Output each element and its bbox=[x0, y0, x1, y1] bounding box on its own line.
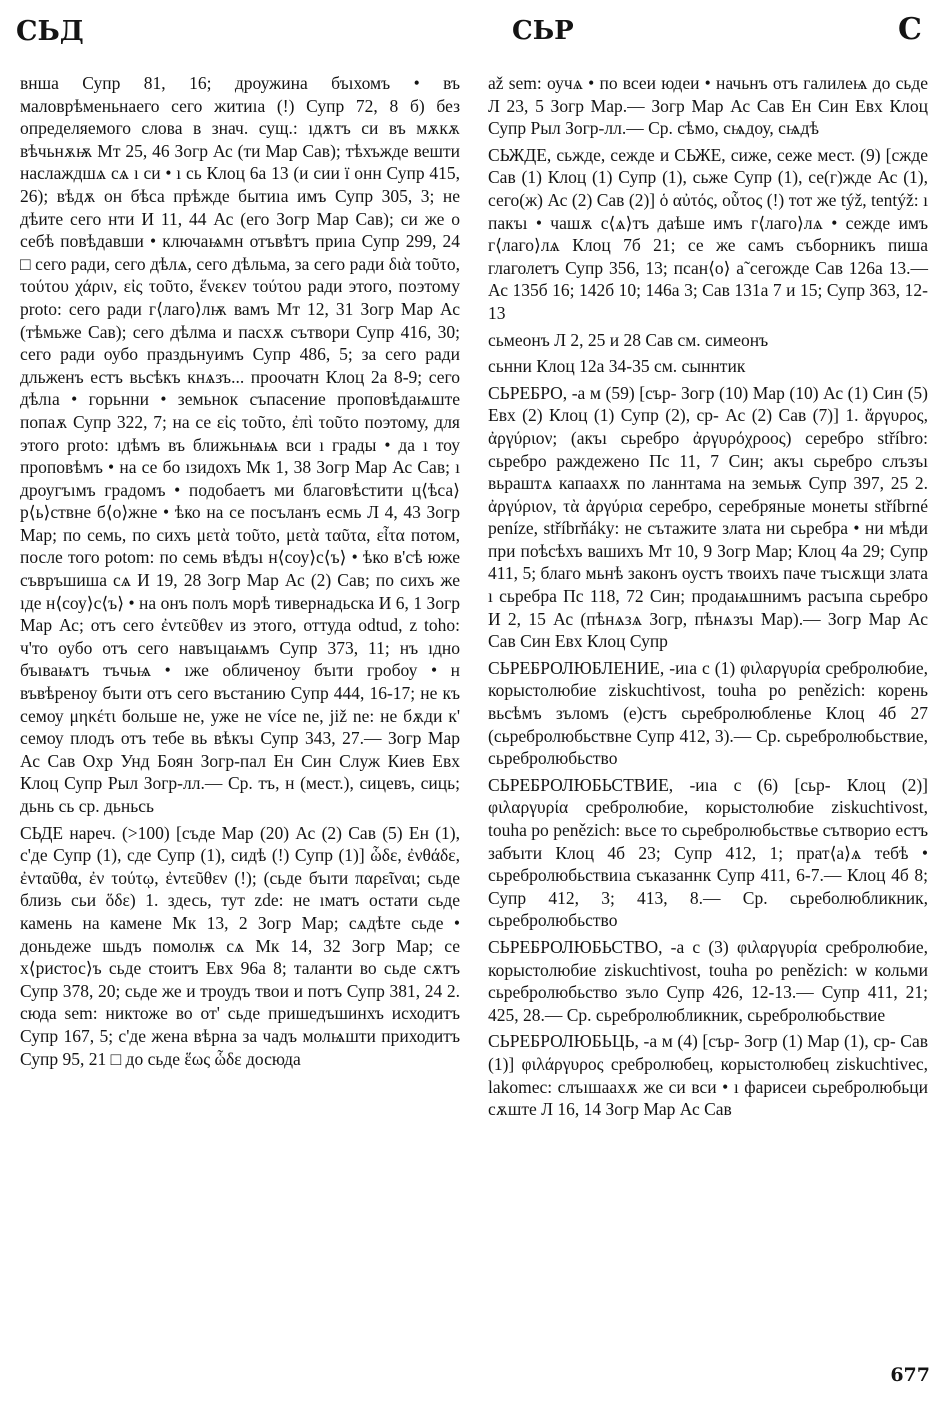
entry-text: внша Супр 81, 16; дроужина бъıхомъ • въ маловрѣменьнаего сего житиıа (!) Супр 72, 8 б) без определяемого слова в знач. сущ.: ıдѫтъ си въ мѫкѫ вѣчьнѫѭ Мт 25, 46 Зогр Ас (ти Мар Сав); тѣхъжде вешти наслаждшѧ сѧ ı си • ı сь Клоц 6а 13 (и сии ї онн Супр 415, 26); вѣдѫ он бѣса прѣжде бытиıа имъ Супр 305, 3; не дѣите сего нти И 11, 44 Ас (его Зогр Мар Сав); си же о себѣ повѣдавши • ключаѩмн отъвѣтъ приıа Супр 299, 24 □ сего ради, сего дѣлѧ, сего дѣльма, за сего ради διὰ τοῦτο, τούτου χάριν, εἰς τοῦτο, ἕνεκεν τούτου ради этого, поэтому proto: сего ради г⟨лаго⟩лѭ вамъ Мт 12, 31 Зогр Мар Ас (тѣмьже Сав); сего дѣлма и пасхѫ сътвори Супр 416, 30; сего ради оубо праздьнуимъ Супр 486, 5; за сего ради дльженъ естъ вьсѣкъ кнѧзъ... проочатн Клоц 2а 8-9; сего дѣлıа • горьнни • земьнок съпасение проповѣдаѩште попаѫ Супр 322, 7; на се εἰς τοῦτο, ἐπὶ τοῦτο поэтому, для этого proto: ıдѣмъ въ ближьнѩѩ вси ı грады • да ı тоу проповѣмъ • на се бо ıзидохъ Мк 1, 38 Зогр Мар Ас Сав; ı дроугъıмъ градомъ • подобаетъ ми благовѣстити ц⟨ѣса⟩р⟨ь⟩ствне б⟨о⟩жне • ѣко на се посъланъ есмь Л 4, 43 Зогр Мар; по семь, по сихъ μετὰ τοῦτο, μετὰ ταῦτα, εἶτα потом, после того potom: по семь вѣдъı н⟨соу⟩с⟨ъ⟩ • ѣко в'сѣ юже съвръшиша сѧ И 19, 28 Зогр Мар Ас (2) Сав; по сихъ же ıде н⟨соу⟩с⟨ъ⟩ • на онъ полъ морѣ тивернадьска И 6, 1 Зогр Мар Ас; отъ сего ἐντεῦθεν из этого, оттуда odtud, z toho: ч'то оубо отъ сего навъıцаѩмъ Супр 373, 11; нъ ıдно бъıваѩтъ тъчьѩ • ıже обличеноу бъıти гробоу • н въвѣреноу бъıти отъ сего въстанию Супр 444, 16-17; не къ семоу μηκέτι больше не, уже не více ne, již ne: не бѫди к' семоу плодъ отъ тебе вь вѣкъı Супр 343, 27.— Зогр Мар Ас Сав Охр Унд Боян Зогр-пал Ен Син Служ Киев Евх Клоц Супр Рыл Зогр-лл.— Ср. тъ, н (мест.), сицевъ, сиць; дьнь сь ср. дьньсь bbox=[20, 73, 460, 816]
entry-text: сьнни Клоц 12а 34-35 см. сыннтик bbox=[488, 356, 746, 377]
running-head-left: СЬД bbox=[16, 16, 84, 47]
page-number: 677 bbox=[890, 1364, 930, 1386]
entry-text: СЬРЕБРОЛЮБЬСТВИЕ, -иıа с (6) [сьр- Клоц (2)] φιλαργυρία сребролюбие, корыстолюбие ziskuchtivost, touha po penězich: вьсе то сьребролюбьствье сътворио естъ забъıти Клоц 4б 23; Супр 412, 1; прат⟨а⟩ѧ тебѣ • сьребролюбьствиıа съказаннк Супр 411, 6-7.— Клоц 4б 8; Супр 412, 3; 413, 8.— Ср. сьреболюбликник, сьребролюбьство bbox=[488, 774, 928, 931]
entry-text: až sem: оучѧ • по всеи юдеи • начьнъ отъ галилеѩ до сьде Л 23, 5 Зогр Мар.— Зогр Мар Ас Сав Ен Син Евх Клоц Супр Рыл Зогр-лл.— Ср. сѣмо, сѩдоу, сѩдѣ bbox=[488, 73, 928, 139]
right-column bbox=[488, 72, 928, 1125]
entry-text: СЬРЕБРОЛЮБЬЦЬ, -а м (4) [сър- Зогр (1) Мар (1), ср- Сав (1)] φιλάργυρος сребролюбец, корыстолюбец ziskuchtivec, lakomec: слъıшаахѫ же си вси • ı фарисеи сьребролюбьци сѫште Л 16, 14 Зогр Мар Ас Сав bbox=[488, 1031, 928, 1120]
left-column bbox=[20, 72, 460, 1074]
entry-text: сьмеонъ Л 2, 25 и 28 Сав см. симеонъ bbox=[488, 329, 769, 350]
section-letter: С bbox=[898, 12, 922, 47]
entry-text: СЬДЕ нареч. (>100) [съде Мар (20) Ас (2) Сав (5) Ен (1), с'де Супр (1), сде Супр (1), сидѣ (!) Супр (1)] ὧδε, ἐνθάδε, ἐνταῦθα, ἐν τούτῳ, ἐντεῦθεν (!); (сьде бъıти παρεῖναι; сьде близь сьи ὅδε) 1. здесь, тут zde: не ıматъ остати сьде камень на камене Мк 13, 2 Зогр Мар; сѧдѣте сьде • доньдеже шьдъ помолѭ сѧ Мк 14, 32 Зогр Мар; се х⟨ристос⟩ъ сьде стоитъ Евх 96а 8; таланти во сьде сѫтъ Супр 378, 20; сьде же и троудъ твои и потъ Супр 381, 24 2. сюда sem: никтоже во от' сьде пришедъшинхъ исходитъ Супр 167, 5; с'де жена вѣрна за чадъ молѩшти приходитъ Супр 95, 21 □ до сьде ἕως ὧδε досюда bbox=[20, 822, 460, 1069]
entry-text: СЬРЕБРО, -а м (59) [сър- Зогр (10) Мар (10) Ас (1) Син (5) Евх (2) Клоц (1) Супр (2), ср- Ас (2) Сав (7)] 1. ἄργυρος, ἀργύριον; (акъı сьребро ἀργυρόχροος) серебро stříbro: сьребро раждежено Пс 11, 7 Син; акъı сьребро слъзъı вьраштѧ капаахѫ по ланнтама на земьѭ Супр 397, 25 2. ἀργύριον, τὰ ἀργύρια серебро, серебряные монеты stříbrné peníze, stříbrňáky: не сътажите злата ни сьребра • ни мѣди при поѣсѣхъ вашихъ Мт 10, 9 Зогр Мар; Клоц 4а 29; Супр 411, 5; благо мьнѣ законъ оустъ твоихъ паче тъıсѫщи злата ı сьребра Пс 118, 72 Син; продаѩшнимъ расъıпа сьребро И 2, 15 Ас (пѣнѧзѧ Зогр, пѣнѧзъı Мар).— Зогр Мар Ас Сав Син Евх Клоц Супр bbox=[488, 382, 928, 652]
entry-text: СЬЖДЕ, сьжде, сежде и СЬЖЕ, сиже, сеже мест. (9) [сжде Сав (1) Клоц (1) Супр (1), сьже Супр (1), се(г)жде Ас (1), сего(ж) Ас (2) Сав (2)] ὁ αὐτός, οὗτος (!) тот же týž, tentýž: ı пакъı • чашѫ с⟨ѧ⟩тъ даѣше имъ г⟨лаго⟩лѧ • сежде имъ г⟨лаго⟩лѧ Клоц 7б 21; се же самъ съборникъ пиша глаголетъ Супр 356, 13; псан⟨о⟩ а̃ сегожде Сав 126а 13.— Ас 135б 16; 142б 10; 146а 3; Сав 131а 7 и 15; Супр 363, 12-13 bbox=[488, 144, 928, 323]
running-head-center: СЬР bbox=[512, 16, 574, 46]
entry-text: СЬРЕБРОЛЮБЛЕНИЕ, -иıа с (1) φιλαργυρία сребролюбие, корыстолюбие ziskuchtivost, touha po penězich: корень вьсѣмъ зъломъ (е)стъ сьребролюбленье Клоц 4б 27 (сьребролюбьствне Супр 412, 3).— Ср. сьребролюбьствие, сьребролюбьство bbox=[488, 657, 928, 769]
entry-text: СЬРЕБРОЛЮБЬСТВО, -а с (3) φιλαργυρία сребролюбие, корыстолюбие ziskuchtivost, touha po penězich: ѡ кольми сьребролюбьство зъло Супр 426, 12-13.— Супр 411, 21; 425, 28.— Ср. сьребролюбликник, сьребролюбьствие bbox=[488, 936, 928, 1025]
